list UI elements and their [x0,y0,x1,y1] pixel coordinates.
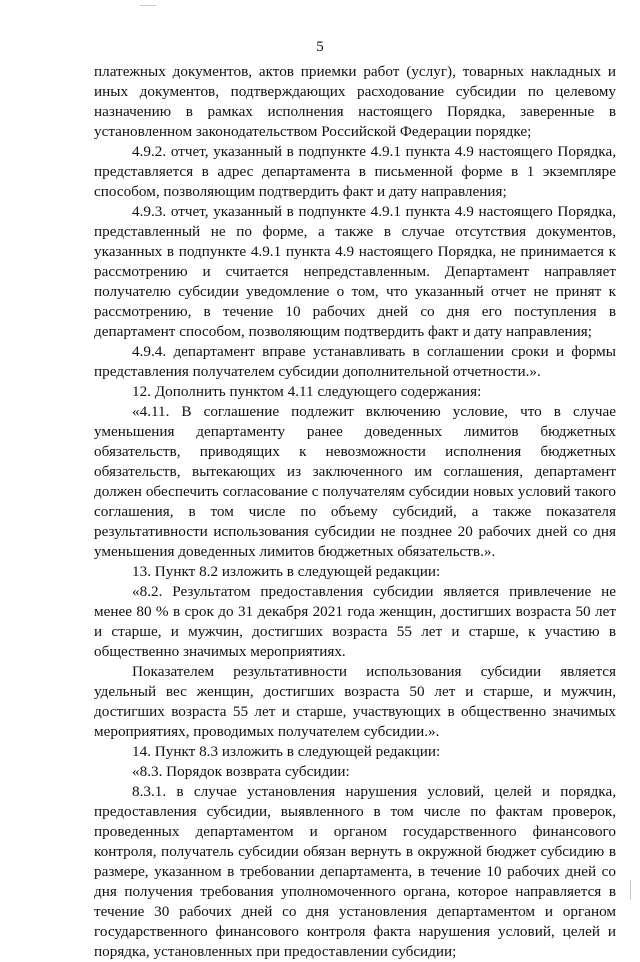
paragraph-4-9-3: 4.9.3. отчет, указанный в подпункте 4.9.1 пункта 4.9 настоящего Порядка, представленный не по форме, а также в случае отсутствия документов, указанных в подпункте 4.9.1 пункта 4.9 настоящего Порядка, не принимается к рассмотрению и считается непредставленным. Департамент направляет получателю субсидии уведомление о том, что указанный отчет не принят к рассмотрению, в течение 10 рабочих дней со дня его поступления в департамент способом, позволяющим подтвердить факт и дату направления; [94,203,616,340]
paragraph-8-2: «8.2. Результатом предоставления субсидии является привлечение не менее 80 % в срок до 31 декабря 2021 года женщин, достигших возраста 50 лет и старше, и мужчин, достигших возраста 55 лет и старше, к участию в общественно значимых мероприятиях. [94,583,616,660]
scan-artifact-edge [630,880,631,900]
paragraph-item-13: 13. Пункт 8.2 изложить в следующей редакции: [132,563,441,580]
paragraph-indicator: Показателем результативности использования субсидии является удельный вес женщин, достигших возраста 50 лет и старше, и мужчин, достигших возраста 55 лет и старше, участвующих в общественно значимых мероприятиях, проводимых получателем субсидии.». [94,663,616,740]
paragraph-4-9-4: 4.9.4. департамент вправе устанавливать в соглашении сроки и формы представления получателем субсидии дополнительной отчетности.». [94,343,616,380]
paragraph-4-11: «4.11. В соглашение подлежит включению условие, что в случае уменьшения департаменту ранее доведенных лимитов бюджетных обязательств, приводящих к невозможности исполнения бюджетных обязательств, вытекающих из заключенного им соглашения, департамент должен обеспечить согласование с получателям субсидии новых условий такого соглашения, в том числе по объему субсидий, а также показателя результативности использования субсидии не позднее 20 рабочих дней со дня уменьшения доведенных лимитов бюджетных обязательств.». [94,403,616,560]
paragraph-4-9-2: 4.9.2. отчет, указанный в подпункте 4.9.1 пункта 4.9 настоящего Порядка, представляется в адрес департамента в письменной форме в 1 экземпляре способом, позволяющим подтвердить факт и дату направления; [94,143,616,200]
page-number: 5 [316,39,324,55]
paragraph-8-3-1: 8.3.1. в случае установления нарушения условий, целей и порядка, предоставления субсидии, выявленного в том числе по фактам проверок, проведенных департаментом и органом государственного финансового контроля, получатель субсидии обязан вернуть в окружной бюджет субсидию в размере, указанном в требовании департамента, в течение 10 рабочих дней со дня получения требования уполномоченного органа, которое направляется в течение 30 рабочих дней со дня установления департаментом и органом государственного финансового контроля факта нарушения условий, целей и порядка, установленных при предоставлении субсидии; [94,783,616,960]
paragraph-8-3: «8.3. Порядок возврата субсидии: [132,763,350,780]
scan-artifact-top [140,5,156,6]
paragraph-docs-list: платежных документов, актов приемки работ (услуг), товарных накладных и иных документов, подтверждающих расходование субсидии по целевому назначению в рамках исполнения настоящего Порядка, заверенные в установленном законодательством Российской Федерации порядке; [94,63,616,140]
paragraph-item-14: 14. Пункт 8.3 изложить в следующей редакции: [132,743,441,760]
document-body [94,62,616,962]
paragraph-item-12: 12. Дополнить пунктом 4.11 следующего содержания: [132,383,482,400]
